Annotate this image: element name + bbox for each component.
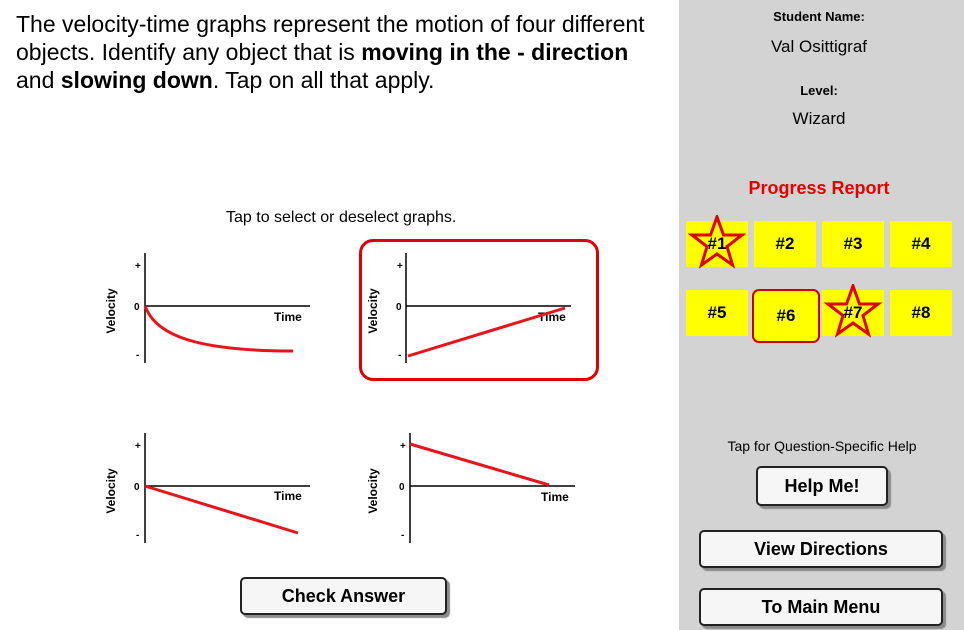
- graph-option-1[interactable]: [100, 239, 340, 381]
- plus-sign: +: [135, 261, 141, 272]
- velocity-axis-label: Velocity: [104, 288, 118, 334]
- zero-label: 0: [399, 482, 405, 493]
- progress-item-8[interactable]: [890, 290, 952, 336]
- plus-sign: +: [397, 261, 403, 272]
- zero-label: 0: [134, 302, 140, 313]
- plus-sign: +: [400, 441, 406, 452]
- progress-item-4[interactable]: [890, 221, 952, 267]
- question-text: [16, 10, 656, 94]
- velocity-axis-label: Velocity: [366, 288, 380, 334]
- graph-option-3[interactable]: [100, 418, 340, 560]
- velocity-time-graph-2: [359, 239, 605, 387]
- velocity-time-graph-4: [359, 418, 605, 566]
- minus-sign: -: [398, 350, 402, 361]
- velocity-line: [145, 306, 293, 351]
- progress-item-6[interactable]: [752, 289, 820, 343]
- progress-item-label: #3: [843, 234, 863, 253]
- velocity-time-graph-3: [100, 418, 346, 566]
- progress-item-label: #7: [843, 303, 863, 322]
- plus-sign: +: [135, 441, 141, 452]
- graph-option-2[interactable]: [359, 239, 599, 381]
- zero-label: 0: [134, 482, 140, 493]
- check-answer-button[interactable]: Check Answer: [240, 577, 447, 615]
- graph-option-4[interactable]: [359, 418, 599, 560]
- progress-item-label: #2: [775, 234, 795, 253]
- progress-item-label: #8: [911, 303, 931, 322]
- minus-sign: -: [401, 530, 405, 541]
- zero-label: 0: [396, 302, 402, 313]
- time-axis-label: Time: [274, 489, 302, 503]
- time-axis-label: Time: [541, 490, 569, 504]
- progress-item-label: #1: [707, 234, 727, 253]
- student-name-label: Student Name:: [773, 9, 865, 24]
- velocity-axis-label: Velocity: [366, 468, 380, 514]
- level-value: Wizard: [792, 109, 846, 128]
- velocity-line: [408, 308, 565, 356]
- student-name: Val Osittigraf: [770, 37, 868, 56]
- progress-item-2[interactable]: [754, 221, 816, 267]
- level-label: Level:: [800, 83, 838, 98]
- velocity-time-graph-1: [100, 239, 346, 387]
- progress-item-label: #4: [911, 234, 931, 253]
- question-emphasis: moving in the - direction: [361, 39, 629, 65]
- progress-item-3[interactable]: [822, 221, 884, 267]
- help-me-button[interactable]: Help Me!: [756, 466, 888, 506]
- progress-item-7[interactable]: [822, 290, 884, 336]
- question-part: . Tap on all that apply.: [212, 67, 435, 93]
- velocity-axis-label: Velocity: [104, 468, 118, 514]
- question-emphasis: slowing down: [60, 67, 213, 93]
- question-part: and: [16, 67, 61, 93]
- minus-sign: -: [136, 350, 140, 361]
- main-menu-button[interactable]: To Main Menu: [699, 588, 943, 626]
- progress-item-1[interactable]: [686, 221, 748, 267]
- time-axis-label: Time: [274, 310, 302, 324]
- view-directions-button[interactable]: View Directions: [699, 530, 943, 568]
- progress-report-title: Progress Report: [748, 178, 890, 198]
- graph-instruction: Tap to select or deselect graphs.: [226, 209, 457, 226]
- progress-item-5[interactable]: [686, 290, 748, 336]
- progress-item-label: #5: [707, 303, 727, 322]
- progress-item-label: #6: [776, 306, 796, 325]
- velocity-line: [410, 444, 549, 485]
- help-tip: Tap for Question-Specific Help: [727, 438, 917, 454]
- question-part: The velocity-time graphs represent the motion of four different objects. Identify any object that is: [16, 11, 645, 65]
- time-axis-label: Time: [538, 310, 566, 324]
- minus-sign: -: [136, 530, 140, 541]
